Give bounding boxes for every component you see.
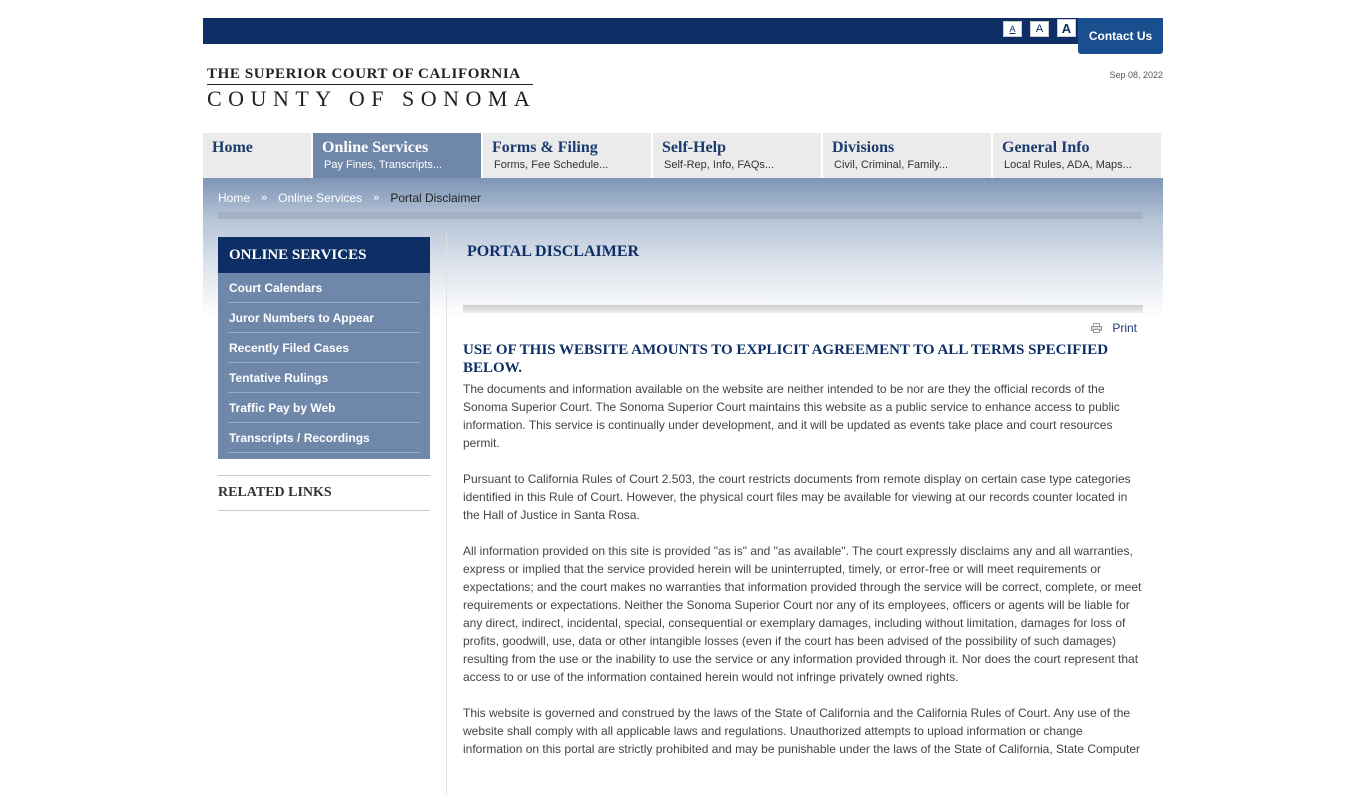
- breadcrumb-home[interactable]: Home: [218, 191, 251, 205]
- font-size-medium-button[interactable]: A: [1030, 21, 1049, 37]
- nav-item-online-services[interactable]: [313, 133, 481, 178]
- print-button[interactable]: [1091, 321, 1137, 335]
- nav-item-self-help[interactable]: [653, 133, 821, 178]
- agreement-notice: USE OF THIS WEBSITE AMOUNTS TO EXPLICIT AGREEMENT TO ALL TERMS SPECIFIED BELOW.: [463, 342, 1109, 376]
- logo-divider: [207, 84, 533, 85]
- sidebar-item-transcripts[interactable]: Transcripts / Recordings: [228, 423, 420, 453]
- sidebar-item-court-calendars[interactable]: Court Calendars: [228, 273, 420, 303]
- print-row: [463, 313, 1143, 339]
- contact-us-button[interactable]: Contact Us: [1078, 18, 1163, 54]
- nav-item-divisions[interactable]: [823, 133, 991, 178]
- nav-title: General Info: [1002, 139, 1090, 156]
- logo-bottom-text: COUNTY OF SONOMA: [207, 86, 537, 111]
- sidebar-heading: ONLINE SERVICES: [218, 237, 430, 273]
- main-content: [463, 238, 1143, 776]
- court-logo[interactable]: [207, 66, 537, 111]
- content-area: [203, 178, 1163, 778]
- disclaimer-paragraph: This website is governed and construed by the laws of the State of California and the California Rules of Court. Any use of the website shall comply with all applicable laws and regulations. Unauthorized attempts to upload information or change information on this portal are strictly prohibited and may be punishable under the laws of the State of California, State Computer: [463, 706, 1141, 756]
- sidebar-item-tentative-rulings[interactable]: Tentative Rulings: [228, 363, 420, 393]
- font-size-small-button[interactable]: A: [1003, 21, 1022, 37]
- printer-icon: [1091, 323, 1102, 333]
- breadcrumb-separator: »: [261, 192, 268, 204]
- column-divider: [446, 234, 447, 794]
- sidebar-item-juror-numbers[interactable]: Juror Numbers to Appear: [228, 303, 420, 333]
- title-divider: [463, 305, 1143, 313]
- logo-top-text: THE SUPERIOR COURT OF CALIFORNIA: [207, 66, 521, 82]
- nav-subtitle: Forms, Fee Schedule...: [494, 159, 609, 171]
- current-date: Sep 08, 2022: [1109, 70, 1163, 80]
- disclaimer-paragraph: The documents and information available on the website are neither intended to be nor are they the official records of the Sonoma Superior Court. The Sonoma Superior Court maintains this website as a public service to enhance access to public information. This service is continually under development, and it will be updated as events take place and court resources permit.: [463, 382, 1120, 450]
- nav-item-general-info[interactable]: [993, 133, 1161, 178]
- breadcrumb-separator: »: [373, 192, 380, 204]
- breadcrumb: [218, 191, 481, 205]
- related-links-heading: RELATED LINKS: [218, 475, 430, 511]
- main-nav: [203, 133, 1163, 178]
- sidebar-item-traffic-pay[interactable]: Traffic Pay by Web: [228, 393, 420, 423]
- nav-title: Online Services: [322, 139, 429, 156]
- disclaimer-paragraph: Pursuant to California Rules of Court 2.503, the court restricts documents from remote display on certain case type categories identified in this Rule of Court. However, the physical court files may be available for viewing at our records counter located in the Hall of Justice in Santa Rosa.: [463, 472, 1131, 522]
- nav-subtitle: Civil, Criminal, Family...: [834, 159, 949, 171]
- breadcrumb-current: Portal Disclaimer: [390, 191, 481, 205]
- font-size-large-button[interactable]: A: [1057, 19, 1076, 37]
- nav-item-home[interactable]: [203, 133, 311, 178]
- nav-subtitle: Pay Fines, Transcripts...: [324, 159, 442, 171]
- nav-item-forms-filing[interactable]: [483, 133, 651, 178]
- nav-subtitle: Local Rules, ADA, Maps...: [1004, 159, 1132, 171]
- nav-title: Home: [212, 139, 253, 156]
- nav-title: Divisions: [832, 139, 895, 156]
- disclaimer-paragraph: All information provided on this site is provided "as is" and "as available". The court expressly disclaims any and all warranties, express or implied that the service provided herein will be uninterrupted, timely, or error-free or will meet requirements or expectations; and the court makes no warranties that information provided through the service will be correct, complete, or meet requirements or expectations. Neither the Sonoma Superior Court nor any of its employees, officers or agents will be liable for any direct, indirect, incidental, special, consequential or exemplary damages, including without limitation, damages for loss of profits, goodwill, use, data or other intangible losses (even if the court has been advised of the possibility of such damages) resulting from the use or the inability to use the service or any information provided through it. Nor does the court represent that access to or use of the information contained herein would not infringe privately owned rights.: [463, 544, 1142, 684]
- font-size-controls: [1003, 21, 1076, 37]
- breadcrumb-online-services[interactable]: Online Services: [278, 191, 363, 205]
- top-bar: [203, 18, 1163, 44]
- page-title: PORTAL DISCLAIMER: [467, 243, 640, 260]
- nav-subtitle: Self-Rep, Info, FAQs...: [664, 159, 775, 171]
- breadcrumb-bar: [218, 212, 1143, 219]
- sidebar-item-recently-filed-cases[interactable]: Recently Filed Cases: [228, 333, 420, 363]
- nav-title: Self-Help: [662, 139, 726, 156]
- sidebar: [218, 237, 430, 511]
- sidebar-list: [218, 273, 430, 459]
- print-label: Print: [1112, 321, 1137, 335]
- nav-title: Forms & Filing: [492, 139, 598, 156]
